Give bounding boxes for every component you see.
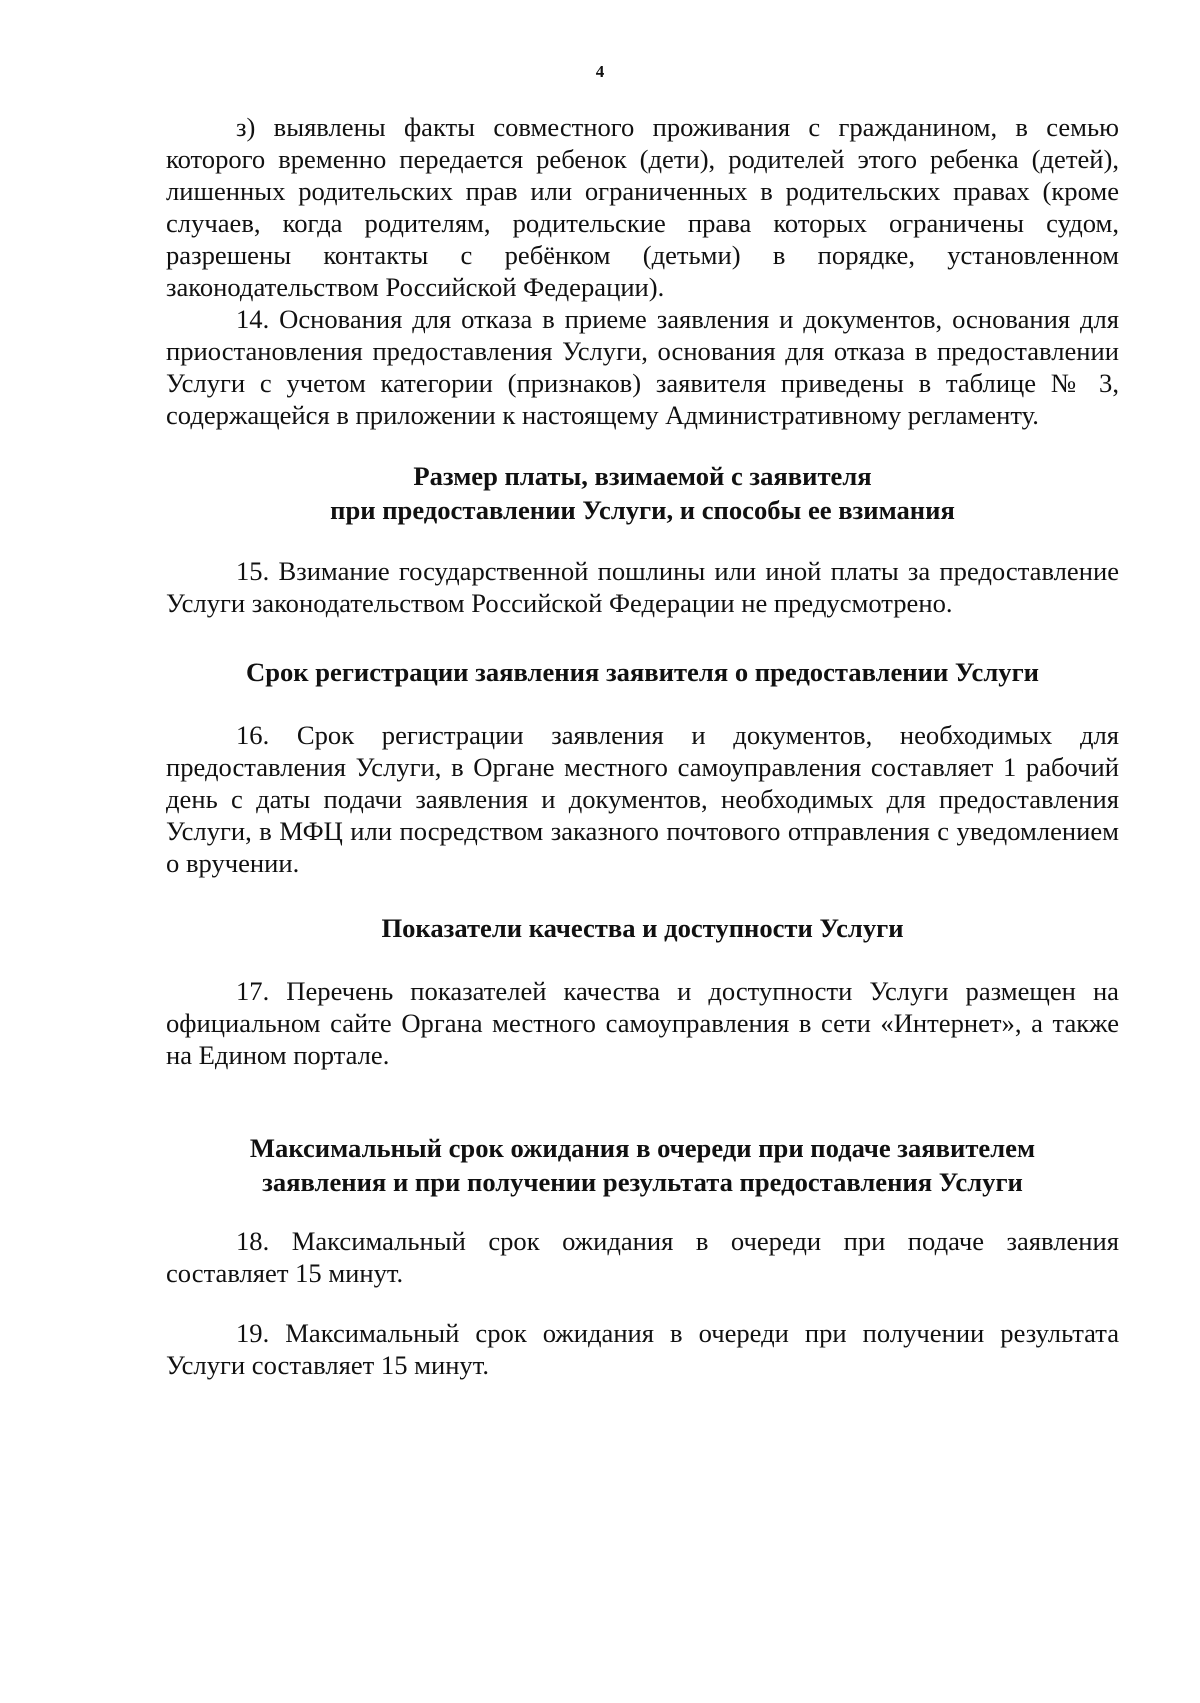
heading-fee — [166, 459, 1119, 527]
paragraph-15: 15. Взимание государственной пошлины или иной платы за предоставление Услуги законодательством Российской Федерации не предусмотрено. — [166, 556, 1119, 618]
paragraph-14: 14. Основания для отказа в приеме заявления и документов, основания для приостановления предоставления Услуги, основания для отказа в предоставлении Услуги с учетом категории (признаков) заявителя приведены в таблице № 3, содержащейся в приложении к настоящему Административному регламенту. — [166, 304, 1119, 430]
page-number: 4 — [595, 62, 605, 81]
heading-fee-line-1: Размер платы, взимаемой с заявителя — [413, 461, 872, 491]
paragraph-17: 17. Перечень показателей качества и доступности Услуги размещен на официальном сайте Органа местного самоуправления в сети «Интернет», а также на Едином портале. — [166, 976, 1119, 1070]
heading-waiting-line-2: заявления и при получении результата предоставления Услуги — [262, 1167, 1023, 1197]
heading-fee-line-2: при предоставлении Услуги, и способы ее взимания — [330, 495, 955, 525]
heading-quality — [166, 911, 1119, 945]
document-body — [166, 111, 1119, 1381]
paragraph-13-z: з) выявлены факты совместного проживания с гражданином, в семью которого временно передается ребенок (дети), родителей этого ребенка (детей), лишенных родительских прав или ограниченных в родительских правах (кроме случаев, когда родителям, родительские права которых ограничены судом, разрешены контакты с ребёнком (детьми) в порядке, установленном законодательством Российской Федерации). — [166, 112, 1119, 302]
heading-quality-line-1: Показатели качества и доступности Услуги — [381, 913, 904, 943]
heading-waiting — [166, 1131, 1119, 1199]
paragraph-18: 18. Максимальный срок ожидания в очереди при подаче заявления составляет 15 минут. — [166, 1226, 1119, 1288]
paragraph-19: 19. Максимальный срок ожидания в очереди при получении результата Услуги составляет 15 минут. — [166, 1318, 1119, 1380]
heading-registration — [166, 655, 1119, 689]
paragraph-16: 16. Срок регистрации заявления и документов, необходимых для предоставления Услуги, в Органе местного самоуправления составляет 1 рабочий день с даты подачи заявления и документов, необходимых для предоставления Услуги, в МФЦ или посредством заказного почтового отправления с уведомлением о вручении. — [166, 720, 1119, 878]
heading-waiting-line-1: Максимальный срок ожидания в очереди при подаче заявителем — [249, 1133, 1036, 1163]
heading-registration-line-1: Срок регистрации заявления заявителя о предоставлении Услуги — [246, 657, 1039, 687]
